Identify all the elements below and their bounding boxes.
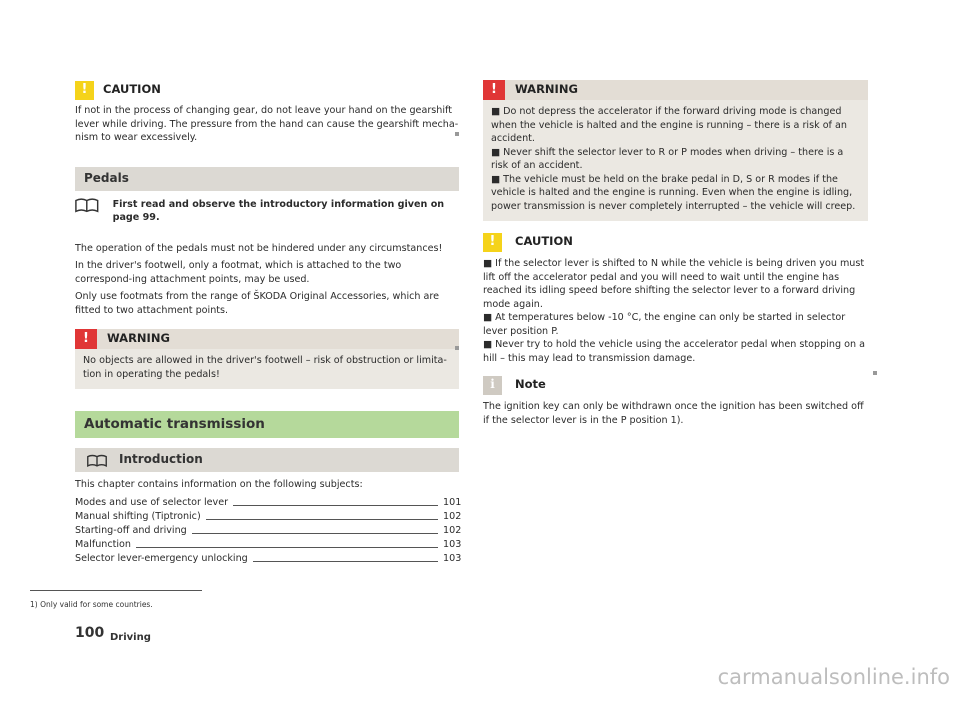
warning-text: No objects are allowed in the driver's footwell – risk of obstruction or limita-tion in operating the pedals! — [83, 355, 447, 380]
caution-text: If not in the process of changing gear, do not leave your hand on the gearshift lever while driving. The pressure from the hand can cause the gearshift mecha-nism to wear excessively. — [75, 105, 459, 143]
intro-note — [75, 197, 459, 225]
warning-label: WARNING — [107, 331, 170, 346]
warning-label: WARNING — [515, 82, 578, 97]
warning-box-right — [483, 80, 868, 221]
footnote-divider — [30, 590, 202, 591]
caution-block-1 — [75, 80, 459, 145]
introduction-label: Introduction — [119, 452, 203, 467]
pedals-paragraph-2: In the driver's footwell, only a footmat, which is attached to the two correspond-ing attachment points, may be used. — [75, 260, 402, 285]
info-icon: i — [483, 376, 502, 395]
caution-item: ■ At temperatures below -10 °C, the engine can only be started in selector lever position P. — [483, 312, 846, 337]
caution-label: CAUTION — [103, 82, 161, 97]
note-label: Note — [515, 377, 546, 392]
page-title: Driving — [110, 632, 151, 643]
chapter-text: This chapter contains information on the following subjects: — [75, 479, 363, 490]
book-icon — [75, 197, 99, 213]
exclamation-icon: ! — [483, 80, 505, 100]
page-number: 100 — [75, 625, 105, 641]
caution-item: ■ If the selector lever is shifted to N while the vehicle is being driven you must lift off the accelerator pedal and you will need to wait until the engine has reached its idling speed before shifting the selector lever to a forward driving mode again. — [483, 258, 865, 310]
exclamation-icon: ! — [75, 81, 94, 100]
end-mark — [455, 132, 459, 136]
section-heading-pedals: Pedals — [75, 167, 459, 191]
exclamation-icon: ! — [75, 329, 97, 349]
note-block — [483, 375, 868, 427]
pedals-paragraph-1: The operation of the pedals must not be hindered under any circumstances! — [75, 242, 443, 254]
note-text: The ignition key can only be withdrawn once the ignition has been switched off if the selector lever is in the P position 1). — [483, 401, 864, 426]
book-icon — [87, 454, 107, 467]
caution-label: CAUTION — [515, 234, 573, 249]
end-mark — [455, 346, 459, 350]
section-heading-automatic-transmission: Automatic transmission — [75, 411, 459, 438]
caution-item: ■ Never try to hold the vehicle using the accelerator pedal when stopping on a hill – this may lead to transmission damage. — [483, 339, 865, 364]
toc-row[interactable]: Manual shifting (Tiptronic) 102 — [75, 511, 462, 522]
right-column — [483, 80, 868, 427]
warning-box-left — [75, 329, 459, 389]
warning-item: ■ Do not depress the accelerator if the forward driving mode is changed when the vehicle is halted and the engine is running – there is a risk of an accident. — [491, 106, 847, 144]
subsection-introduction — [75, 448, 459, 472]
pedals-paragraph-3: Only use footmats from the range of ŠKODA Original Accessories, which are fitted to two attachment points. — [75, 291, 440, 316]
footnote: 1) Only valid for some countries. — [30, 600, 153, 609]
watermark: carmanualsonline.info — [717, 665, 950, 689]
toc-row[interactable]: Selector lever-emergency unlocking 103 — [75, 553, 462, 564]
warning-item: ■ The vehicle must be held on the brake pedal in D, S or R modes if the vehicle is halted and the engine is running. Even when the engine is idling, power transmission is never completely interrupted – the vehicle will creep. — [491, 173, 856, 212]
toc-row[interactable]: Starting-off and driving 102 — [75, 525, 462, 536]
exclamation-icon: ! — [483, 233, 502, 252]
caution-block-2 — [483, 232, 868, 365]
end-mark — [873, 371, 877, 375]
toc-row[interactable]: Modes and use of selector lever 101 — [75, 497, 462, 508]
toc-row[interactable]: Malfunction 103 — [75, 539, 462, 550]
warning-item: ■ Never shift the selector lever to R or P modes when driving – there is a risk of an accident. — [491, 146, 844, 171]
left-column — [75, 80, 462, 566]
intro-text: First read and observe the introductory information given on page 99. — [112, 198, 445, 223]
toc-list — [75, 496, 462, 566]
